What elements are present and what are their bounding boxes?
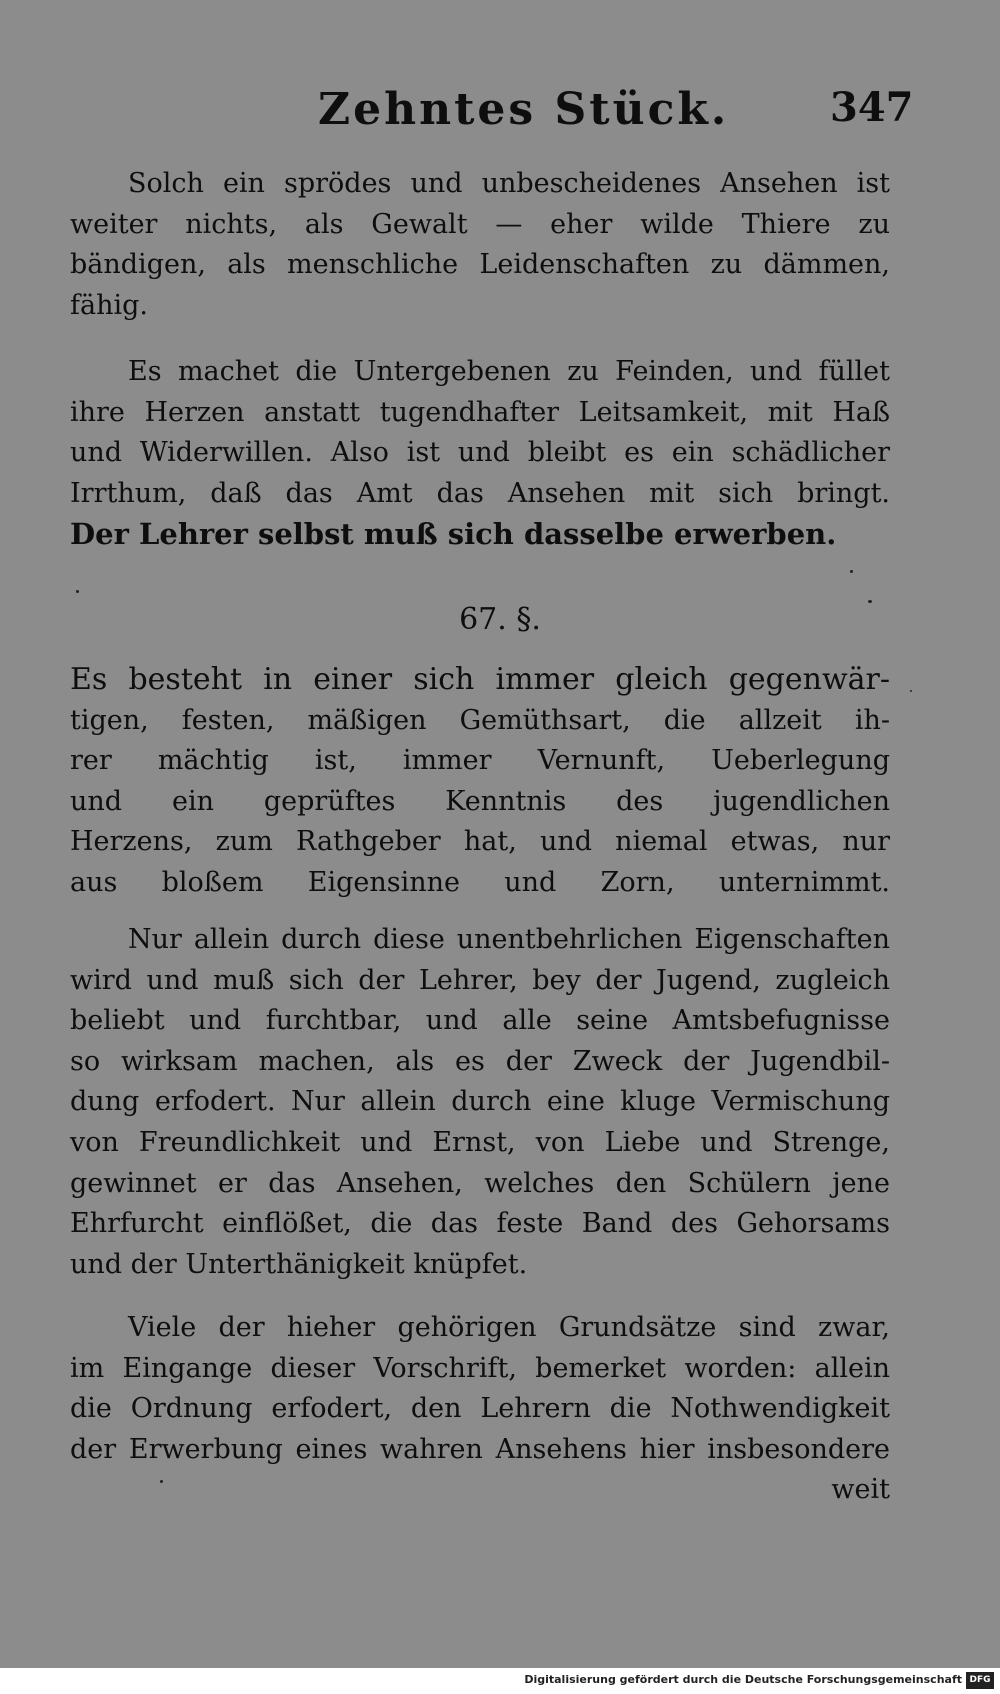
text-line: Herzens, zum Rathgeber hat, und niemal etwas, nur — [70, 826, 890, 858]
paragraph-5 — [70, 1308, 890, 1511]
text-line: und ein geprüftes Kenntnis des jugendlichen — [70, 785, 890, 817]
text-line: und der Unterthänigkeit knüpfet. — [70, 1248, 528, 1280]
text-line: und Widerwillen. Also ist und bleibt es ein schädlicher — [70, 437, 890, 469]
text-line: dung erfodert. Nur allein durch eine kluge Vermischung — [70, 1086, 890, 1118]
page-number: 347 — [830, 84, 914, 131]
text-line: beliebt und furchtbar, und alle seine Amtsbefugnisse — [70, 1005, 890, 1037]
text-line: im Eingange dieser Vorschrift, bemerket worden: allein — [70, 1352, 890, 1384]
text-line: Viele der hieher gehörigen Grundsätze sind zwar, — [128, 1312, 890, 1343]
dfg-logo: DFG — [966, 1672, 994, 1689]
text-line: ihre Herzen anstatt tugendhafter Leitsamkeit, mit Haß — [70, 396, 890, 428]
text-line: Irrthum, daß das Amt das Ansehen mit sich bringt. — [70, 477, 890, 509]
paragraph-4 — [70, 920, 890, 1285]
text-line: der Erwerbung eines wahren Ansehens hier insbesondere — [70, 1433, 890, 1465]
text-line: Es machet die Untergebenen zu Feinden, und füllet — [128, 356, 890, 387]
text-line: von Freundlichkeit und Ernst, von Liebe und Strenge, — [70, 1126, 890, 1158]
scan-speck — [910, 690, 912, 692]
catchword: weit — [831, 1474, 890, 1506]
text-line: aus bloßem Eigensinne und Zorn, unternimmt. — [70, 866, 890, 898]
scan-speck — [160, 1480, 163, 1483]
scan-speck — [76, 590, 79, 593]
text-line: fähig. — [70, 289, 148, 321]
section-heading: 67. §. — [459, 602, 541, 637]
scan-speck — [850, 570, 853, 573]
text-line: Es besteht in einer sich immer gleich gegenwär- — [70, 662, 890, 697]
text-line: die Ordnung erfodert, den Lehrern die Nothwendigkeit — [70, 1393, 890, 1425]
text-line: Solch ein sprödes und unbescheidenes Ansehen ist — [128, 168, 890, 199]
text-line: so wirksam machen, als es der Zweck der Jugendbil- — [70, 1045, 890, 1077]
paragraph-3 — [70, 660, 890, 904]
text-line: tigen, festen, mäßigen Gemüthsart, die allzeit ih- — [70, 704, 890, 736]
text-line: Nur allein durch diese unentbehrlichen Eigenschaften — [128, 924, 890, 955]
text-line: Ehrfurcht einflößet, die das feste Band des Gehorsams — [70, 1208, 890, 1240]
text-line: rer mächtig ist, immer Vernunft, Ueberlegung — [70, 745, 890, 777]
paragraph-2 — [70, 352, 890, 555]
digitization-footer — [0, 1668, 1000, 1694]
emphasized-line: Der Lehrer selbst muß sich dasselbe erwerben. — [70, 517, 837, 552]
text-line: weiter nichts, als Gewalt — eher wilde Thiere zu — [70, 208, 890, 240]
text-line: wird und muß sich der Lehrer, bey der Jugend, zugleich — [70, 964, 890, 996]
scan-speck — [868, 600, 872, 603]
running-head — [0, 84, 1000, 144]
text-line: bändigen, als menschliche Leidenschaften zu dämmen, — [70, 249, 890, 281]
paragraph-1 — [70, 164, 890, 326]
text-line: gewinnet er das Ansehen, welches den Schülern jene — [70, 1167, 890, 1199]
running-title: Zehntes Stück. — [318, 84, 730, 135]
footer-credit: Digitalisierung gefördert durch die Deutsche Forschungsgemeinschaft — [524, 1673, 962, 1686]
